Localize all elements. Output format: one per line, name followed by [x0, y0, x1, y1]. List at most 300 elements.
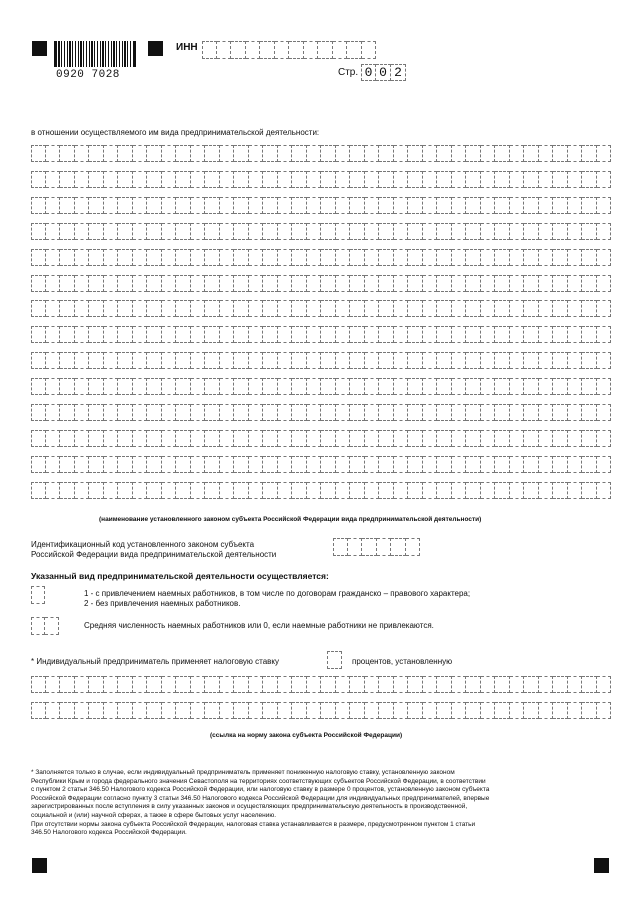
- activity-cell[interactable]: [234, 430, 249, 447]
- activity-cell[interactable]: [423, 378, 438, 395]
- activity-cell[interactable]: [481, 378, 496, 395]
- law-reference-cell[interactable]: [553, 702, 568, 719]
- activity-cell[interactable]: [466, 249, 481, 266]
- activity-cell[interactable]: [176, 300, 191, 317]
- law-reference-cell[interactable]: [452, 702, 467, 719]
- activity-cell[interactable]: [553, 300, 568, 317]
- activity-cell[interactable]: [553, 404, 568, 421]
- law-reference-cell[interactable]: [336, 702, 351, 719]
- activity-cell[interactable]: [278, 171, 293, 188]
- activity-cell[interactable]: [379, 326, 394, 343]
- activity-cell[interactable]: [495, 482, 510, 499]
- activity-cell[interactable]: [176, 482, 191, 499]
- law-reference-cell[interactable]: [31, 676, 46, 693]
- activity-cell[interactable]: [568, 482, 583, 499]
- law-reference-cell[interactable]: [321, 702, 336, 719]
- activity-cell[interactable]: [176, 378, 191, 395]
- activity-cell[interactable]: [466, 223, 481, 240]
- inn-input-cell[interactable]: [202, 41, 217, 59]
- activity-cell[interactable]: [162, 197, 177, 214]
- law-reference-cell[interactable]: [176, 702, 191, 719]
- id-code-input-cell[interactable]: [348, 538, 363, 556]
- activity-cell[interactable]: [220, 352, 235, 369]
- activity-cell[interactable]: [60, 326, 75, 343]
- activity-cell[interactable]: [89, 482, 104, 499]
- activity-cell[interactable]: [423, 352, 438, 369]
- activity-cell[interactable]: [321, 197, 336, 214]
- activity-cell[interactable]: [133, 197, 148, 214]
- activity-cell[interactable]: [365, 249, 380, 266]
- activity-cell[interactable]: [220, 430, 235, 447]
- activity-cell[interactable]: [133, 482, 148, 499]
- activity-cell[interactable]: [89, 456, 104, 473]
- activity-cell[interactable]: [481, 275, 496, 292]
- activity-cell[interactable]: [350, 378, 365, 395]
- activity-cell[interactable]: [292, 275, 307, 292]
- activity-cell[interactable]: [89, 171, 104, 188]
- activity-cell[interactable]: [75, 456, 90, 473]
- activity-cell[interactable]: [568, 352, 583, 369]
- activity-cell[interactable]: [147, 197, 162, 214]
- activity-cell[interactable]: [452, 482, 467, 499]
- activity-cell[interactable]: [205, 378, 220, 395]
- activity-cell[interactable]: [539, 378, 554, 395]
- activity-cell[interactable]: [60, 145, 75, 162]
- id-code-cells[interactable]: [333, 538, 420, 556]
- activity-cell[interactable]: [524, 171, 539, 188]
- activity-cell[interactable]: [452, 145, 467, 162]
- activity-cell[interactable]: [147, 352, 162, 369]
- law-reference-cell[interactable]: [510, 702, 525, 719]
- activity-cell[interactable]: [162, 430, 177, 447]
- activity-cell[interactable]: [234, 197, 249, 214]
- activity-cell[interactable]: [437, 352, 452, 369]
- activity-cell[interactable]: [46, 378, 61, 395]
- activity-cell[interactable]: [568, 378, 583, 395]
- law-reference-cell[interactable]: [568, 676, 583, 693]
- activity-cell[interactable]: [89, 197, 104, 214]
- law-reference-cell[interactable]: [365, 702, 380, 719]
- activity-cell[interactable]: [263, 430, 278, 447]
- activity-cell[interactable]: [466, 482, 481, 499]
- activity-cell[interactable]: [104, 378, 119, 395]
- activity-cell[interactable]: [234, 404, 249, 421]
- activity-cell[interactable]: [176, 145, 191, 162]
- activity-cell[interactable]: [321, 249, 336, 266]
- activity-cell[interactable]: [118, 275, 133, 292]
- inn-input-cell[interactable]: [304, 41, 319, 59]
- law-reference-cell[interactable]: [234, 676, 249, 693]
- activity-cell[interactable]: [336, 197, 351, 214]
- activity-cell[interactable]: [162, 456, 177, 473]
- activity-cell[interactable]: [89, 300, 104, 317]
- activity-cell[interactable]: [582, 145, 597, 162]
- activity-cell[interactable]: [452, 430, 467, 447]
- activity-cell[interactable]: [481, 223, 496, 240]
- activity-cell[interactable]: [336, 171, 351, 188]
- activity-cell[interactable]: [524, 197, 539, 214]
- activity-cell[interactable]: [133, 404, 148, 421]
- activity-cell[interactable]: [466, 430, 481, 447]
- activity-cell[interactable]: [292, 223, 307, 240]
- activity-cell[interactable]: [582, 352, 597, 369]
- activity-cell[interactable]: [336, 404, 351, 421]
- activity-cell[interactable]: [234, 300, 249, 317]
- activity-cell[interactable]: [263, 404, 278, 421]
- activity-cell[interactable]: [104, 275, 119, 292]
- activity-cell[interactable]: [307, 456, 322, 473]
- law-reference-cell[interactable]: [481, 702, 496, 719]
- activity-cell[interactable]: [336, 352, 351, 369]
- id-code-input-cell[interactable]: [362, 538, 377, 556]
- activity-cell[interactable]: [191, 482, 206, 499]
- activity-cell[interactable]: [292, 430, 307, 447]
- activity-cell[interactable]: [133, 430, 148, 447]
- activity-cell[interactable]: [539, 275, 554, 292]
- activity-cell[interactable]: [510, 482, 525, 499]
- activity-cell[interactable]: [452, 249, 467, 266]
- activity-cell[interactable]: [234, 145, 249, 162]
- activity-cell[interactable]: [133, 326, 148, 343]
- inn-input-cell[interactable]: [231, 41, 246, 59]
- activity-cell[interactable]: [452, 352, 467, 369]
- law-reference-cell[interactable]: [307, 676, 322, 693]
- activity-cell[interactable]: [46, 275, 61, 292]
- activity-cell[interactable]: [321, 482, 336, 499]
- law-reference-cell[interactable]: [495, 676, 510, 693]
- activity-cell[interactable]: [481, 352, 496, 369]
- activity-cell[interactable]: [205, 197, 220, 214]
- activity-cell[interactable]: [365, 171, 380, 188]
- activity-cell[interactable]: [118, 404, 133, 421]
- activity-cell[interactable]: [582, 300, 597, 317]
- activity-cell[interactable]: [481, 300, 496, 317]
- activity-cell[interactable]: [176, 430, 191, 447]
- activity-cell[interactable]: [423, 300, 438, 317]
- activity-cell[interactable]: [350, 300, 365, 317]
- activity-cell[interactable]: [321, 326, 336, 343]
- activity-cell[interactable]: [437, 171, 452, 188]
- activity-cell[interactable]: [539, 352, 554, 369]
- activity-cell[interactable]: [263, 223, 278, 240]
- activity-cell[interactable]: [379, 249, 394, 266]
- activity-cell[interactable]: [147, 145, 162, 162]
- activity-cell[interactable]: [336, 456, 351, 473]
- activity-cell[interactable]: [307, 378, 322, 395]
- activity-cell[interactable]: [133, 145, 148, 162]
- activity-cell[interactable]: [162, 404, 177, 421]
- activity-cell[interactable]: [568, 197, 583, 214]
- activity-cell[interactable]: [408, 223, 423, 240]
- activity-cell[interactable]: [191, 197, 206, 214]
- activity-cell[interactable]: [89, 326, 104, 343]
- activity-cell[interactable]: [104, 456, 119, 473]
- activity-cell[interactable]: [466, 378, 481, 395]
- activity-cell[interactable]: [278, 430, 293, 447]
- activity-cell[interactable]: [582, 326, 597, 343]
- activity-cell[interactable]: [176, 275, 191, 292]
- activity-cell[interactable]: [307, 145, 322, 162]
- activity-cell[interactable]: [263, 145, 278, 162]
- activity-cell[interactable]: [162, 249, 177, 266]
- activity-cell[interactable]: [278, 275, 293, 292]
- law-reference-cell[interactable]: [495, 702, 510, 719]
- activity-cell[interactable]: [176, 326, 191, 343]
- inn-input-cell[interactable]: [347, 41, 362, 59]
- activity-cell[interactable]: [524, 378, 539, 395]
- activity-cell[interactable]: [423, 430, 438, 447]
- activity-cell[interactable]: [147, 275, 162, 292]
- activity-cell[interactable]: [466, 171, 481, 188]
- activity-cell[interactable]: [365, 326, 380, 343]
- law-reference-cell[interactable]: [162, 676, 177, 693]
- activity-cell[interactable]: [408, 249, 423, 266]
- activity-cell[interactable]: [307, 326, 322, 343]
- law-reference-cell[interactable]: [568, 702, 583, 719]
- activity-cell[interactable]: [423, 145, 438, 162]
- activity-cell[interactable]: [205, 326, 220, 343]
- activity-cell[interactable]: [394, 249, 409, 266]
- activity-cell[interactable]: [582, 404, 597, 421]
- activity-cell[interactable]: [292, 456, 307, 473]
- activity-cell[interactable]: [408, 275, 423, 292]
- law-reference-cell[interactable]: [118, 676, 133, 693]
- activity-cell[interactable]: [220, 249, 235, 266]
- activity-cell[interactable]: [582, 482, 597, 499]
- activity-cell[interactable]: [365, 430, 380, 447]
- law-reference-cell[interactable]: [278, 676, 293, 693]
- activity-cell[interactable]: [176, 197, 191, 214]
- law-reference-cell[interactable]: [379, 702, 394, 719]
- activity-cell[interactable]: [191, 326, 206, 343]
- activity-cell[interactable]: [278, 326, 293, 343]
- activity-cell[interactable]: [394, 430, 409, 447]
- activity-cell[interactable]: [524, 456, 539, 473]
- activity-cell[interactable]: [510, 300, 525, 317]
- law-reference-cell[interactable]: [394, 702, 409, 719]
- activity-cell[interactable]: [408, 456, 423, 473]
- activity-cell[interactable]: [147, 223, 162, 240]
- activity-cell[interactable]: [350, 275, 365, 292]
- activity-cell[interactable]: [220, 378, 235, 395]
- activity-cell[interactable]: [46, 223, 61, 240]
- activity-cell[interactable]: [191, 275, 206, 292]
- activity-cell[interactable]: [336, 378, 351, 395]
- activity-cell[interactable]: [46, 326, 61, 343]
- activity-cell[interactable]: [539, 249, 554, 266]
- activity-cell[interactable]: [365, 352, 380, 369]
- activity-cell[interactable]: [495, 145, 510, 162]
- activity-cell[interactable]: [408, 171, 423, 188]
- activity-cell[interactable]: [263, 300, 278, 317]
- activity-cell[interactable]: [495, 275, 510, 292]
- activity-cell[interactable]: [31, 404, 46, 421]
- activity-cell[interactable]: [582, 430, 597, 447]
- activity-cell[interactable]: [191, 430, 206, 447]
- activity-cell[interactable]: [307, 223, 322, 240]
- activity-cell[interactable]: [234, 352, 249, 369]
- activity-cell[interactable]: [408, 197, 423, 214]
- activity-cell[interactable]: [524, 404, 539, 421]
- activity-cell[interactable]: [292, 171, 307, 188]
- activity-cell[interactable]: [365, 145, 380, 162]
- activity-cell[interactable]: [408, 378, 423, 395]
- activity-cell[interactable]: [582, 249, 597, 266]
- activity-cell[interactable]: [147, 482, 162, 499]
- activity-cell[interactable]: [46, 404, 61, 421]
- activity-cell[interactable]: [220, 404, 235, 421]
- id-code-input-cell[interactable]: [406, 538, 421, 556]
- activity-cell[interactable]: [147, 378, 162, 395]
- activity-cell[interactable]: [466, 197, 481, 214]
- activity-cell[interactable]: [379, 145, 394, 162]
- activity-cell[interactable]: [104, 300, 119, 317]
- activity-cell[interactable]: [75, 171, 90, 188]
- activity-cell[interactable]: [147, 404, 162, 421]
- activity-cell[interactable]: [539, 171, 554, 188]
- activity-cell[interactable]: [365, 300, 380, 317]
- activity-cell[interactable]: [249, 197, 264, 214]
- activity-cell[interactable]: [568, 145, 583, 162]
- activity-cell[interactable]: [524, 145, 539, 162]
- activity-cell[interactable]: [205, 430, 220, 447]
- activity-cell[interactable]: [466, 326, 481, 343]
- law-reference-cell[interactable]: [249, 676, 264, 693]
- activity-cell[interactable]: [75, 326, 90, 343]
- law-reference-cell[interactable]: [220, 676, 235, 693]
- activity-cell[interactable]: [394, 197, 409, 214]
- law-reference-cell[interactable]: [205, 702, 220, 719]
- activity-cell[interactable]: [147, 249, 162, 266]
- activity-cell[interactable]: [133, 378, 148, 395]
- inn-input-cell[interactable]: [318, 41, 333, 59]
- activity-cell[interactable]: [176, 404, 191, 421]
- activity-cell[interactable]: [60, 430, 75, 447]
- activity-cell[interactable]: [191, 378, 206, 395]
- activity-cell[interactable]: [394, 326, 409, 343]
- activity-cell[interactable]: [495, 352, 510, 369]
- activity-cell[interactable]: [104, 223, 119, 240]
- law-reference-cell[interactable]: [597, 702, 612, 719]
- activity-cell[interactable]: [249, 378, 264, 395]
- activity-cell[interactable]: [104, 145, 119, 162]
- activity-cell[interactable]: [597, 326, 612, 343]
- activity-cell[interactable]: [321, 275, 336, 292]
- law-reference-cell[interactable]: [118, 702, 133, 719]
- activity-cell[interactable]: [408, 482, 423, 499]
- activity-cell[interactable]: [394, 171, 409, 188]
- activity-cell[interactable]: [60, 378, 75, 395]
- activity-cell[interactable]: [205, 275, 220, 292]
- activity-cell[interactable]: [118, 223, 133, 240]
- activity-cell[interactable]: [394, 404, 409, 421]
- activity-cell[interactable]: [118, 145, 133, 162]
- activity-cell[interactable]: [60, 456, 75, 473]
- activity-cell[interactable]: [60, 197, 75, 214]
- law-reference-cell[interactable]: [104, 676, 119, 693]
- activity-cell[interactable]: [539, 300, 554, 317]
- law-reference-cell[interactable]: [524, 676, 539, 693]
- activity-cell[interactable]: [481, 326, 496, 343]
- activity-cell[interactable]: [597, 430, 612, 447]
- activity-cell[interactable]: [147, 300, 162, 317]
- activity-cell[interactable]: [437, 300, 452, 317]
- activity-cell[interactable]: [539, 223, 554, 240]
- activity-cell[interactable]: [60, 352, 75, 369]
- law-reference-cell[interactable]: [365, 676, 380, 693]
- law-reference-cell[interactable]: [292, 676, 307, 693]
- activity-cell[interactable]: [582, 197, 597, 214]
- activity-cell[interactable]: [89, 378, 104, 395]
- activity-cell[interactable]: [365, 404, 380, 421]
- activity-cell[interactable]: [234, 482, 249, 499]
- activity-cell[interactable]: [234, 275, 249, 292]
- activity-cell[interactable]: [510, 352, 525, 369]
- activity-cell[interactable]: [249, 223, 264, 240]
- activity-cell[interactable]: [263, 352, 278, 369]
- activity-cell[interactable]: [60, 171, 75, 188]
- activity-cell[interactable]: [524, 482, 539, 499]
- activity-cell[interactable]: [582, 378, 597, 395]
- activity-cell[interactable]: [524, 300, 539, 317]
- activity-cell[interactable]: [481, 456, 496, 473]
- activity-cell[interactable]: [31, 352, 46, 369]
- activity-cell[interactable]: [307, 197, 322, 214]
- employees-input-cell[interactable]: [31, 617, 45, 635]
- activity-cell[interactable]: [350, 456, 365, 473]
- activity-cell[interactable]: [75, 249, 90, 266]
- activity-cell[interactable]: [524, 223, 539, 240]
- activity-cell[interactable]: [597, 171, 612, 188]
- law-reference-cell[interactable]: [75, 702, 90, 719]
- activity-cell[interactable]: [408, 430, 423, 447]
- activity-cell[interactable]: [466, 145, 481, 162]
- activity-cell[interactable]: [46, 300, 61, 317]
- activity-cell[interactable]: [495, 404, 510, 421]
- activity-cell[interactable]: [495, 326, 510, 343]
- law-reference-cell[interactable]: [539, 676, 554, 693]
- law-reference-cell[interactable]: [89, 676, 104, 693]
- activity-cell[interactable]: [510, 275, 525, 292]
- activity-cell[interactable]: [191, 145, 206, 162]
- activity-cell[interactable]: [510, 430, 525, 447]
- law-reference-cell[interactable]: [510, 676, 525, 693]
- activity-cell[interactable]: [452, 300, 467, 317]
- law-reference-cell[interactable]: [191, 676, 206, 693]
- activity-cell[interactable]: [278, 197, 293, 214]
- activity-cell[interactable]: [205, 456, 220, 473]
- activity-cell[interactable]: [75, 378, 90, 395]
- activity-cell[interactable]: [249, 145, 264, 162]
- activity-cell[interactable]: [437, 249, 452, 266]
- activity-cell[interactable]: [365, 275, 380, 292]
- activity-cell[interactable]: [176, 352, 191, 369]
- law-reference-cell[interactable]: [104, 702, 119, 719]
- activity-cell[interactable]: [60, 249, 75, 266]
- activity-cell[interactable]: [191, 404, 206, 421]
- activity-cell[interactable]: [568, 404, 583, 421]
- activity-cell[interactable]: [336, 300, 351, 317]
- law-reference-cell[interactable]: [176, 676, 191, 693]
- law-reference-cell[interactable]: [350, 676, 365, 693]
- activity-cell[interactable]: [220, 223, 235, 240]
- inn-input-cell[interactable]: [333, 41, 348, 59]
- activity-cell[interactable]: [495, 456, 510, 473]
- activity-cell[interactable]: [162, 145, 177, 162]
- activity-cell[interactable]: [31, 326, 46, 343]
- activity-cell[interactable]: [133, 275, 148, 292]
- inn-input-cell[interactable]: [260, 41, 275, 59]
